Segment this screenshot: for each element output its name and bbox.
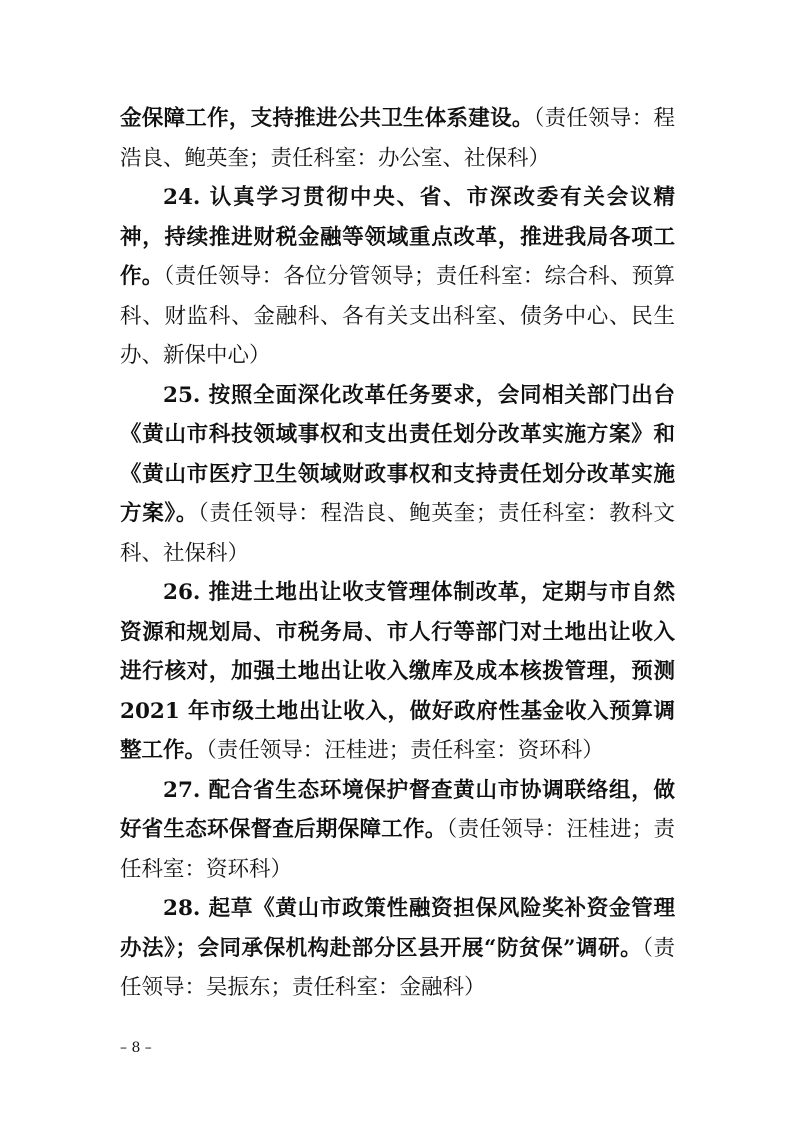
paragraph-task: 27. 配合省生态环境保护督查黄山市协调联络组，做好省生态环保督查后期保障工作。 <box>120 777 675 842</box>
paragraph-responsibility: （责任领导：各位分管领导；责任科室：综合科、预算科、财监科、金融科、各有关支出科室、债务中心、民生办、新保中心） <box>120 264 675 368</box>
paragraph-responsibility: （责任领导：汪桂进；责任科室：资环科） <box>206 738 604 763</box>
paragraph-item-25 <box>120 376 675 574</box>
paragraph-task: 28. 起草《黄山市政策性融资担保风险奖补资金管理办法》；会同承保机构赴部分区县开展“防贫保”调研。 <box>120 896 675 961</box>
paragraph-task: 金保障工作，支持推进公共卫生体系建设。 <box>120 106 534 131</box>
paragraph-item-28 <box>120 889 675 1008</box>
paragraph-item-27 <box>120 771 675 890</box>
paragraph-task: 24. 认真学习贯彻中央、省、市深改委有关会议精神，持续推进财税金融等领域重点改革，推进我局各项工作。 <box>120 185 675 289</box>
page-number: – 8 – <box>120 1040 152 1056</box>
paragraph-item-24 <box>120 178 675 376</box>
paragraph-responsibility: （责任领导：程浩良、鲍英奎；责任科室：办公室、社保科） <box>120 106 675 171</box>
paragraph-continued <box>120 99 675 178</box>
paragraph-task: 25. 按照全面深化改革任务要求，会同相关部门出台《黄山市科技领域事权和支出责任划分改革实施方案》和《黄山市医疗卫生领域财政事权和支持责任划分改革实施方案》。 <box>120 382 675 526</box>
document-body <box>120 99 675 1008</box>
paragraph-task: 26. 推进土地出让收支管理体制改革，定期与市自然资源和规划局、市税务局、市人行等部门对土地出让收入进行核对，加强土地出让收入缴库及成本核拨管理，预测 2021 年市级土地出让收入，做好政府性基金收入预算调整工作。 <box>120 580 675 763</box>
paragraph-item-26 <box>120 573 675 771</box>
paragraph-responsibility: （责任领导：吴振东；责任科室：金融科） <box>120 935 675 1000</box>
paragraph-responsibility: （责任领导：汪桂进；责任科室：资环科） <box>120 817 675 882</box>
paragraph-responsibility: （责任领导：程浩良、鲍英奎；责任科室：教科文科、社保科） <box>120 501 675 566</box>
